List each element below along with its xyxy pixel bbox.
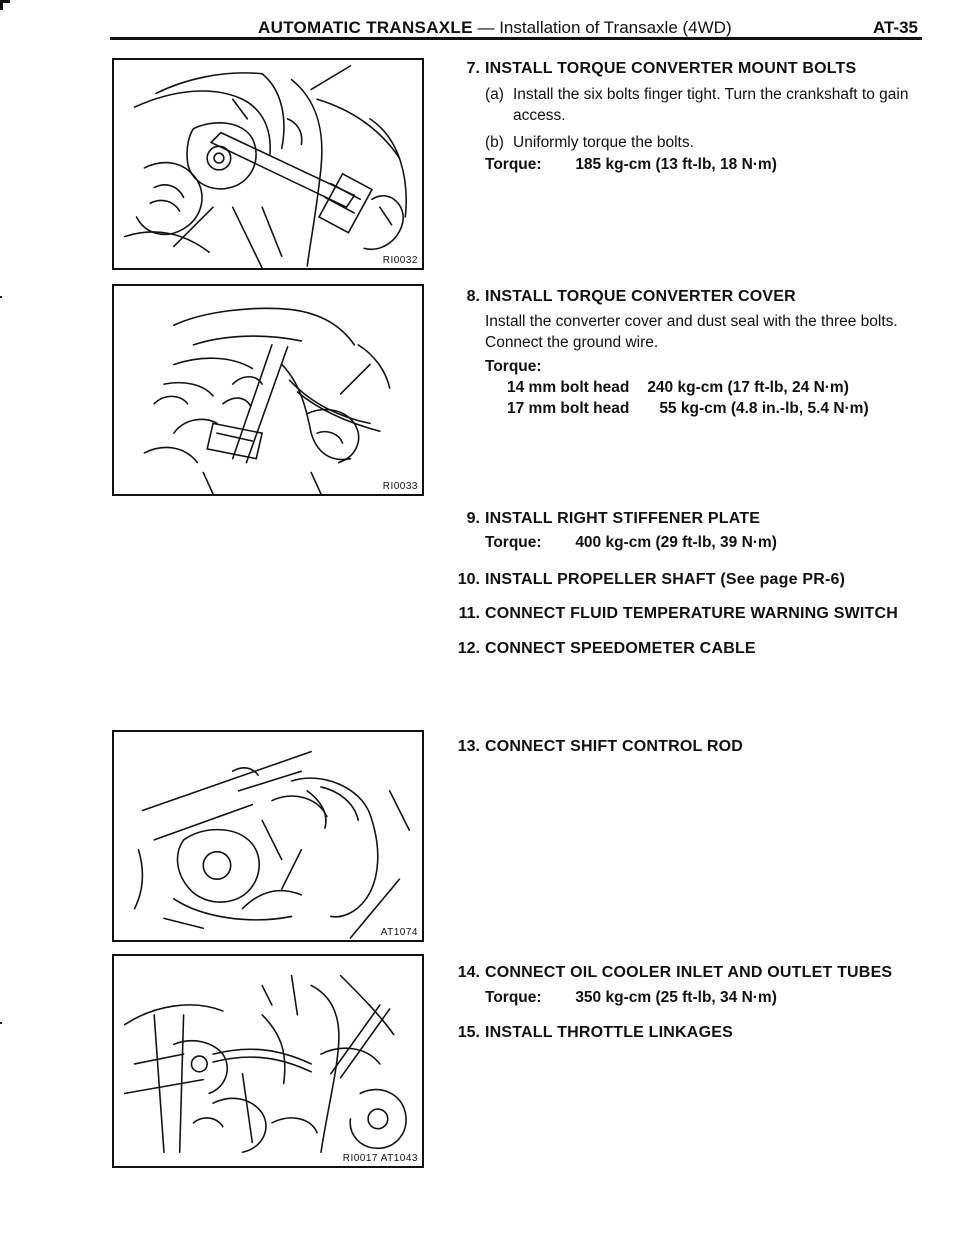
step-number: 13. [457, 738, 480, 755]
title-sub: — Installation of Transaxle (4WD) [477, 18, 732, 37]
title-main: AUTOMATIC TRANSAXLE [258, 18, 473, 37]
step-heading: INSTALL THROTTLE LINKAGES [485, 1024, 733, 1041]
torque-spec [485, 156, 777, 174]
substep-text: Install the six bolts finger tight. Turn the crankshaft to gain access. [513, 86, 909, 124]
step-heading: CONNECT OIL COOLER INLET AND OUTLET TUBES [485, 964, 893, 981]
step-heading: CONNECT SPEEDOMETER CABLE [485, 640, 756, 657]
illustration-shift-rod [114, 732, 422, 940]
step-number: 10. [457, 571, 480, 588]
step-number: 15. [457, 1024, 480, 1041]
page-header [110, 14, 922, 38]
step-heading: INSTALL PROPELLER SHAFT (See page PR-6) [485, 571, 846, 588]
figure-converter-cover [112, 284, 424, 496]
step-number: 9. [466, 510, 480, 527]
page-title [258, 18, 732, 38]
figure-code: RI0033 [382, 481, 418, 492]
step-heading: CONNECT FLUID TEMPERATURE WARNING SWITCH [485, 605, 899, 622]
torque-spec [485, 989, 777, 1007]
substep-text: Uniformly torque the bolts. [513, 134, 694, 151]
figure-converter-bolts [112, 58, 424, 270]
page-number: AT-35 [872, 18, 918, 37]
figure-code: RI0017 AT1043 [342, 1153, 418, 1164]
corner-mark [0, 0, 3, 10]
torque-spec [485, 534, 777, 552]
step-heading: INSTALL TORQUE CONVERTER COVER [485, 288, 796, 305]
step-heading: INSTALL TORQUE CONVERTER MOUNT BOLTS [485, 60, 857, 77]
torque-value: 240 kg-cm (17 ft-lb, 24 N·m) [647, 379, 849, 396]
illustration-torque-wrench [114, 60, 422, 268]
torque-label: Torque: [485, 358, 542, 375]
step-7b [485, 132, 925, 154]
step-8-text: Install the converter cover and dust seal with the three bolts. Connect the ground wire. [485, 313, 898, 351]
step-number: 12. [457, 640, 480, 657]
substep-label: (b) [485, 134, 504, 151]
torque-value: 55 kg-cm (4.8 in.-lb, 5.4 N·m) [659, 400, 869, 417]
torque-label: Torque: [485, 989, 542, 1006]
bolt-size: 14 mm bolt head [507, 379, 630, 396]
torque-value: 400 kg-cm (29 ft-lb, 39 N·m) [575, 534, 777, 551]
figure-oil-cooler-tubes [112, 954, 424, 1168]
header-rule [110, 37, 922, 40]
step-number: 14. [457, 964, 480, 981]
substep-label: (a) [485, 86, 504, 103]
figure-code: RI0032 [382, 255, 418, 266]
torque-row-1 [507, 379, 849, 397]
step-number: 11. [458, 605, 480, 622]
torque-label: Torque: [485, 534, 542, 551]
torque-label: Torque: [485, 156, 542, 173]
figure-shift-control-rod [112, 730, 424, 942]
illustration-converter-cover [114, 286, 422, 494]
figure-code: AT1074 [380, 927, 418, 938]
step-7a [485, 84, 925, 128]
step-heading: CONNECT SHIFT CONTROL ROD [485, 738, 744, 755]
binding-mark [0, 1022, 2, 1024]
bolt-size: 17 mm bolt head [507, 400, 630, 417]
step-number: 7. [466, 60, 480, 77]
torque-value: 350 kg-cm (25 ft-lb, 34 N·m) [575, 989, 777, 1006]
binding-mark [0, 296, 2, 298]
step-heading: INSTALL RIGHT STIFFENER PLATE [485, 510, 761, 527]
torque-row-2 [507, 400, 869, 418]
step-number: 8. [466, 288, 480, 305]
torque-value: 185 kg-cm (13 ft-lb, 18 N·m) [575, 156, 777, 173]
illustration-oil-cooler [114, 956, 422, 1166]
